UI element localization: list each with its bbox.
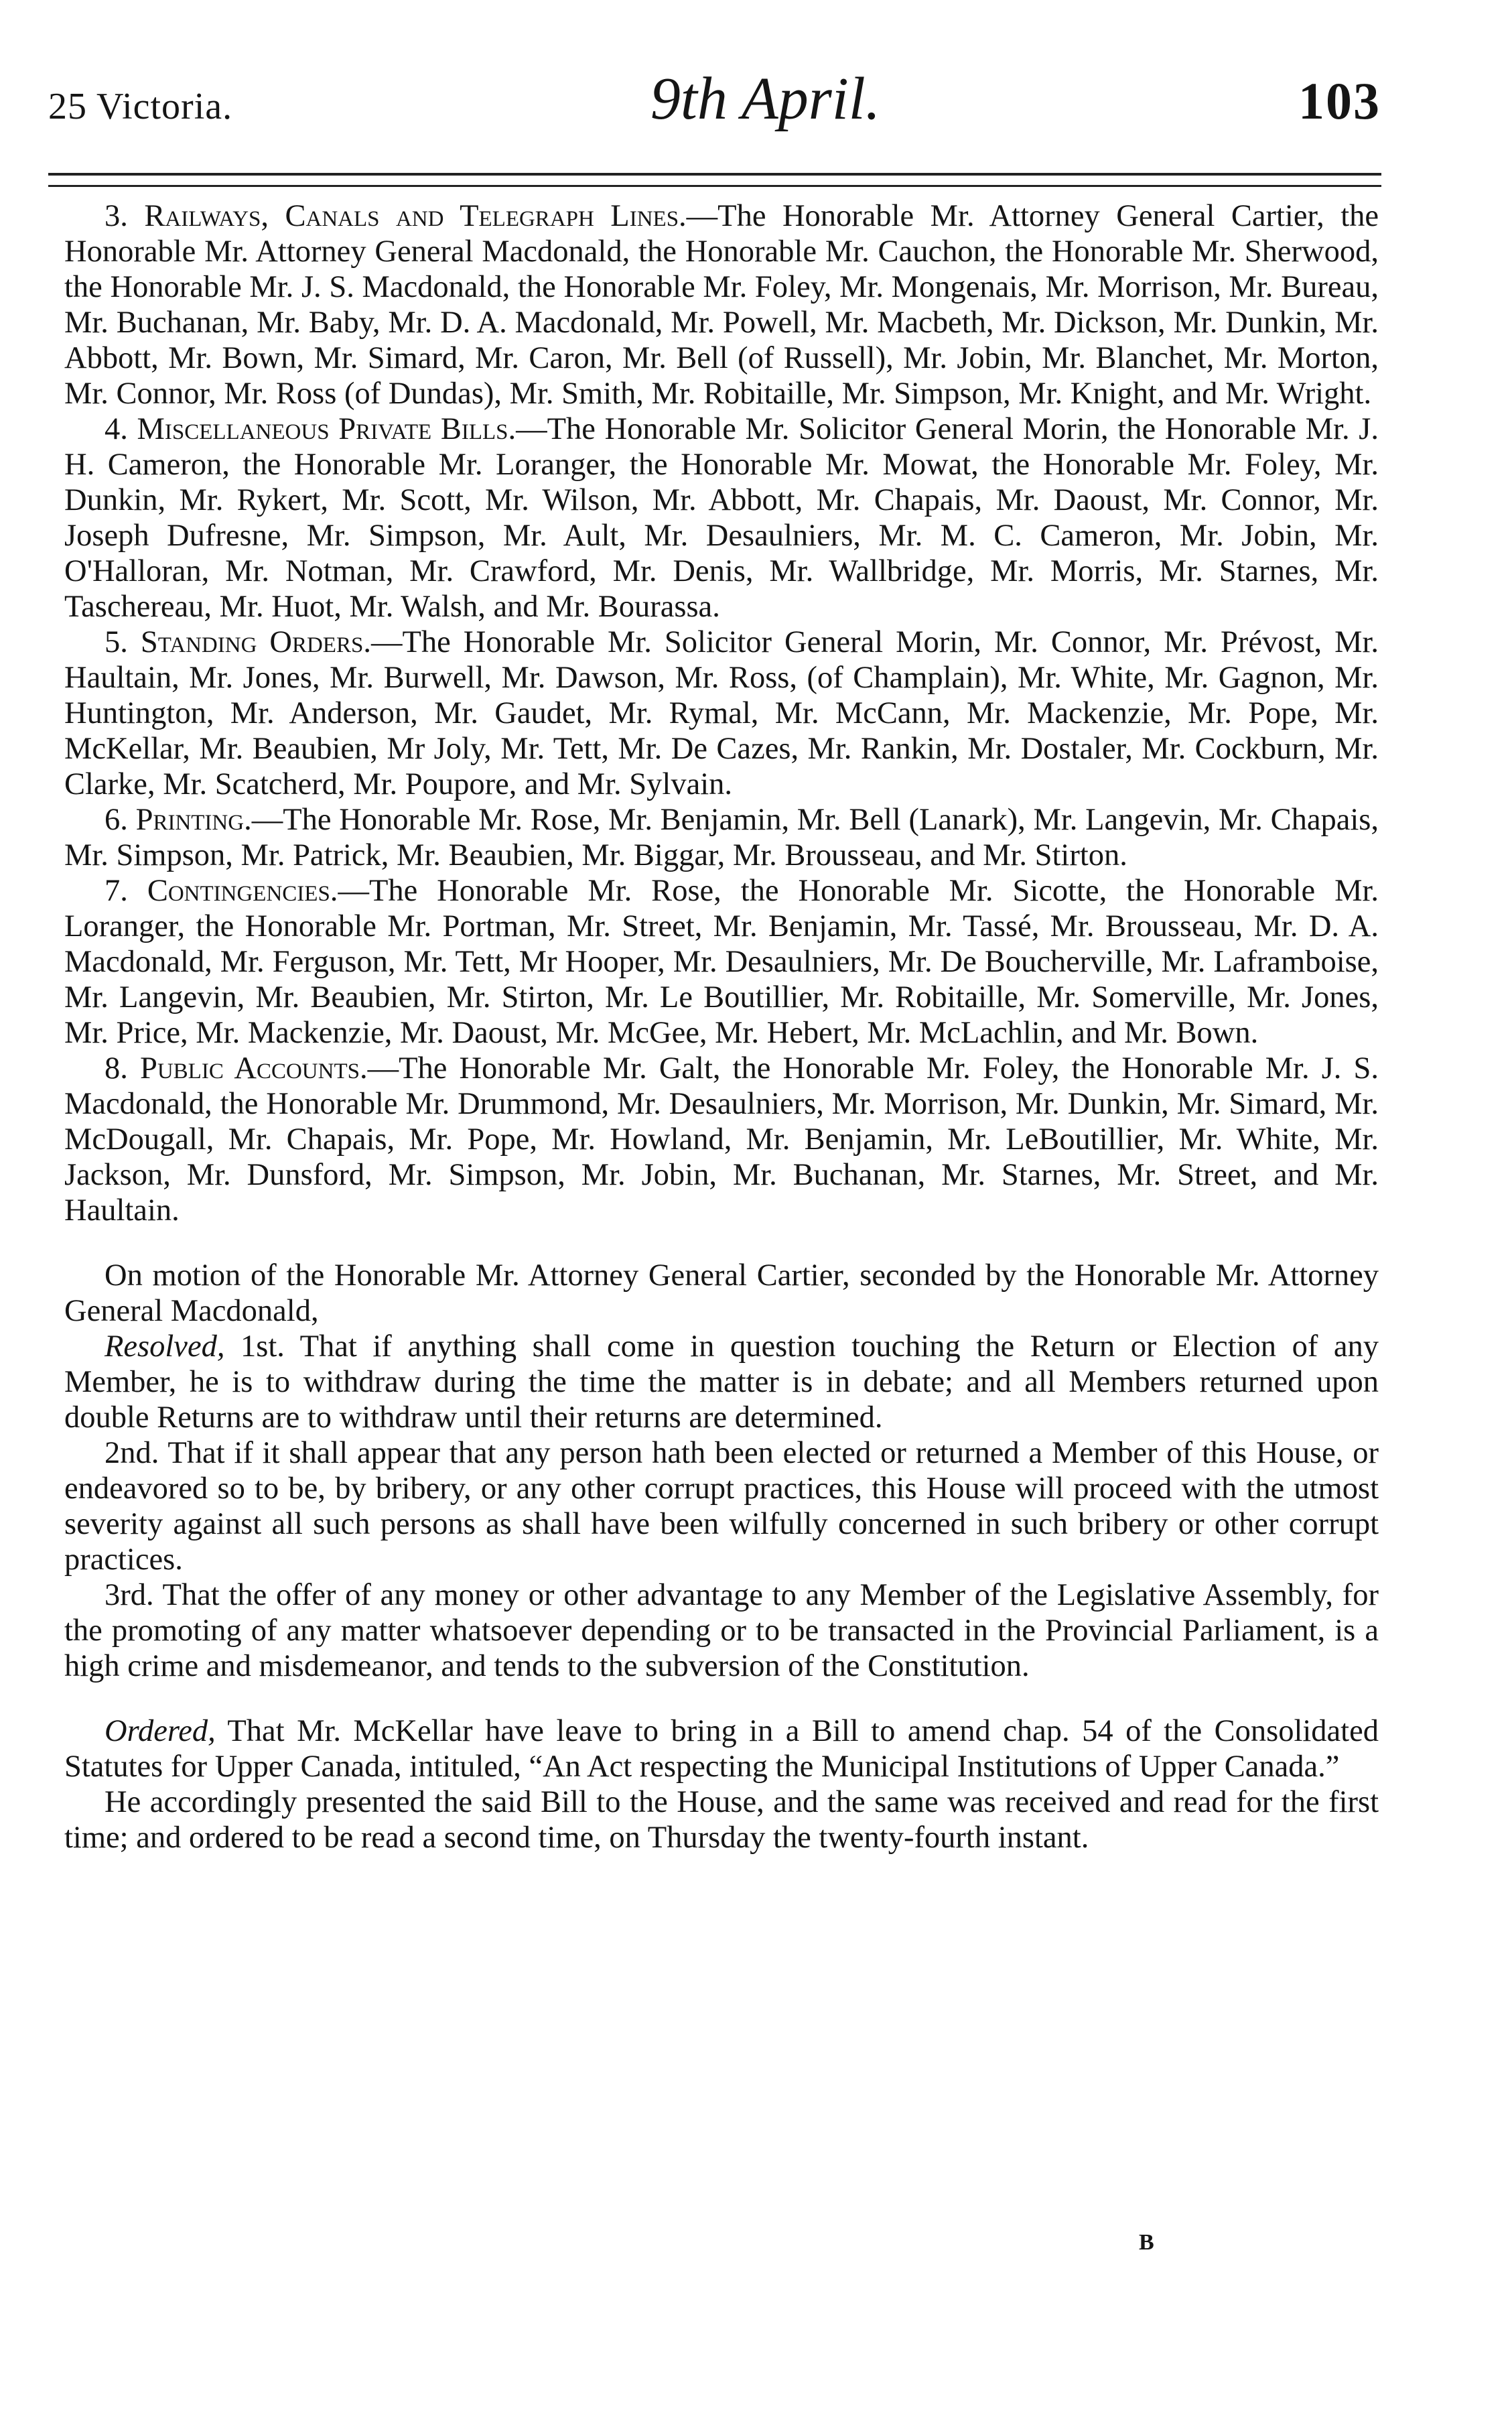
bill-presented: He accordingly presented the said Bill to the House, and the same was received and read for the first time; and ordered to be read a second time, on Thursday the twenty-fourth instant. [64,1785,1379,1855]
committee-number: 3. [105,199,128,233]
section-gap [64,1684,1379,1713]
committee-members: —The Honorable Mr. Attorney General Cartier, the Honorable Mr. Attorney General Macdonald, the Honorable Mr. Cauchon, the Honorable Mr. Sherwood, the Honorable Mr. J. S. Macdonald, the Honorable Mr. Foley, Mr. Mongenais, Mr. Morrison, Mr. Bureau, Mr. Buchanan, Mr. Baby, Mr. D. A. Macdonald, Mr. Powell, Mr. Macbeth, Mr. Dickson, Mr. Dunkin, Mr. Abbott, Mr. Bown, Mr. Simard, Mr. Caron, Mr. Bell (of Russell), Mr. Jobin, Mr. Blanchet, Mr. Morton, Mr. Connor, Mr. Ross (of Dundas), Mr. Smith, Mr. Robitaille, Mr. Simpson, Mr. Knight, and Mr. Wright. [64,199,1379,411]
committee-members: —The Honorable Mr. Rose, Mr. Benjamin, Mr. Bell (Lanark), Mr. Langevin, Mr. Chapais, Mr. Simpson, Mr. Patrick, Mr. Beaubien, Mr. Biggar, Mr. Brousseau, and Mr. Stirton. [64,803,1379,872]
committee-name: Railways, Canals and Telegraph Lines. [144,199,687,233]
section-gap [64,1228,1379,1258]
order-paragraph [64,1713,1379,1784]
committee-printing [64,802,1379,873]
committee-standing-orders [64,625,1379,802]
committee-name: Printing. [135,803,252,837]
committee-name: Contingencies. [147,874,338,908]
header-rule-top [48,173,1381,176]
resolution-first-text: 1st. That if anything shall come in question touching the Return or Election of any Member, he is to withdraw during the time the matter is in debate; and all Members returned upon double Returns are to withdraw until their returns are determined. [64,1329,1379,1435]
committee-members: —The Honorable Mr. Solicitor General Morin, the Honorable Mr. J. H. Cameron, the Honorable Mr. Loranger, the Honorable Mr. Mowat, the Honorable Mr. Foley, Mr. Dunkin, Mr. Rykert, Mr. Scott, Mr. Wilson, Mr. Abbott, Mr. Chapais, Mr. Daoust, Mr. Connor, Mr. Joseph Dufresne, Mr. Simpson, Mr. Ault, Mr. Desaulniers, Mr. M. C. Cameron, Mr. Jobin, Mr. O'Halloran, Mr. Notman, Mr. Crawford, Mr. Denis, Mr. Wallbridge, Mr. Morris, Mr. Starnes, Mr. Taschereau, Mr. Huot, Mr. Walsh, and Mr. Bourassa. [64,412,1379,624]
committee-name: Standing Orders. [140,625,371,659]
header-rule-bottom [48,185,1381,187]
motion-intro: On motion of the Honorable Mr. Attorney General Cartier, seconded by the Honorable Mr. Attorney General Macdonald, [64,1258,1379,1328]
page-header [48,64,1381,158]
committee-number: 8. [105,1051,128,1086]
resolution-third: 3rd. That the offer of any money or other advantage to any Member of the Legislative Assembly, for the promoting of any matter whatsoever depending or to be transacted in the Provincial Parliament, is a high crime and misdemeanor, and tends to the subversion of the Constitution. [64,1578,1379,1683]
committee-name: Miscellaneous Private Bills. [137,412,517,446]
resolved-word: Resolved, [105,1329,225,1364]
resolution-second: 2nd. That if it shall appear that any person hath been elected or returned a Member of this House, or endeavored so to be, by bribery, or any other corrupt practices, this House will proceed with the utmost severity against all such persons as shall have been wilfully concerned in such bribery or other corrupt practices. [64,1436,1379,1577]
committee-number: 4. [105,412,128,446]
committee-members: —The Honorable Mr. Solicitor General Morin, Mr. Connor, Mr. Prévost, Mr. Haultain, Mr. Jones, Mr. Burwell, Mr. Dawson, Mr. Ross, (of Champlain), Mr. White, Mr. Gagnon, Mr. Huntington, Mr. Anderson, Mr. Gaudet, Mr. Rymal, Mr. McCann, Mr. Mackenzie, Mr. Pope, Mr. McKellar, Mr. Beaubien, Mr Joly, Mr. Tett, Mr. De Cazes, Mr. Rankin, Mr. Dostaler, Mr. Cockburn, Mr. Clarke, Mr. Scatcherd, Mr. Poupore, and Mr. Sylvain. [64,625,1379,801]
resolution-first [64,1329,1379,1435]
order-text: That Mr. McKellar have leave to bring in a Bill to amend chap. 54 of the Consolidated Statutes for Upper Canada, intituled, “An Act respecting the Municipal Institutions of Upper Canada.” [64,1714,1379,1784]
date-heading: 9th April. [650,66,881,132]
committee-number: 6. [105,803,128,837]
ordered-word: Ordered, [105,1714,216,1748]
committee-public-accounts [64,1051,1379,1228]
session-label: 25 Victoria. [48,86,233,127]
page-body [64,198,1379,1855]
committee-railways [64,198,1379,411]
committee-contingencies [64,873,1379,1051]
signature-mark: B [1139,2230,1154,2255]
committee-members: —The Honorable Mr. Galt, the Honorable Mr. Foley, the Honorable Mr. J. S. Macdonald, the Honorable Mr. Drummond, Mr. Desaulniers, Mr. Morrison, Mr. Dunkin, Mr. Simard, Mr. McDougall, Mr. Chapais, Mr. Pope, Mr. Howland, Mr. Benjamin, Mr. LeBoutillier, Mr. White, Mr. Jackson, Mr. Dunsford, Mr. Simpson, Mr. Jobin, Mr. Buchanan, Mr. Starnes, Mr. Street, and Mr. Haultain. [64,1051,1379,1228]
committee-number: 5. [105,625,128,659]
committee-name: Public Accounts. [139,1051,368,1086]
committee-members: —The Honorable Mr. Rose, the Honorable Mr. Sicotte, the Honorable Mr. Loranger, the Honorable Mr. Portman, Mr. Street, Mr. Benjamin, Mr. Tassé, Mr. Brousseau, Mr. D. A. Macdonald, Mr. Ferguson, Mr. Tett, Mr Hooper, Mr. Desaulniers, Mr. De Boucherville, Mr. Laframboise, Mr. Langevin, Mr. Beaubien, Mr. Stirton, Mr. Le Boutillier, Mr. Robitaille, Mr. Somerville, Mr. Jones, Mr. Price, Mr. Mackenzie, Mr. Daoust, Mr. McGee, Mr. Hebert, Mr. McLachlin, and Mr. Bown. [64,874,1379,1050]
page-number: 103 [1298,72,1381,130]
committee-private-bills [64,411,1379,625]
committee-number: 7. [105,874,128,908]
